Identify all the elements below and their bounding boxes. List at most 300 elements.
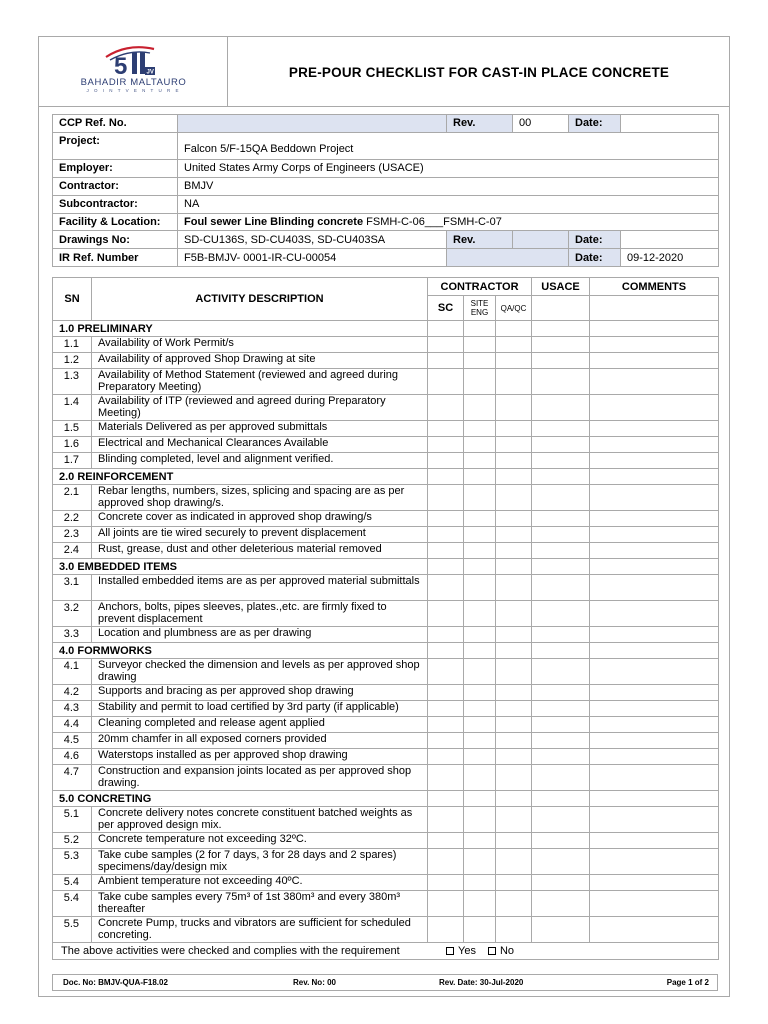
comments-cell[interactable]	[590, 469, 719, 485]
contractor-field[interactable]: BMJV	[178, 177, 719, 195]
comments-cell[interactable]	[590, 791, 719, 807]
usace-check-cell[interactable]	[532, 807, 590, 833]
checklist-item-row	[53, 849, 719, 875]
sc-check-cell[interactable]	[428, 421, 464, 437]
sc-check-cell[interactable]	[428, 485, 464, 511]
activity-description: Take cube samples (2 for 7 days, 3 for 28 days and 2 spares) specimens/day/design mix	[92, 849, 428, 875]
usace-check-cell[interactable]	[532, 765, 590, 791]
revision-number: Rev. No: 00	[293, 978, 336, 987]
sc-check-cell[interactable]	[428, 437, 464, 453]
employer-label: Employer:	[53, 159, 178, 177]
item-number: 4.1	[53, 659, 92, 685]
qaqc-check-cell[interactable]	[496, 575, 532, 601]
qaqc-check-cell[interactable]	[496, 437, 532, 453]
qaqc-check-cell[interactable]	[496, 849, 532, 875]
checklist-item-row	[53, 749, 719, 765]
site-eng-check-cell[interactable]	[464, 369, 496, 395]
ccp-ref-field[interactable]	[178, 115, 447, 133]
doc-number: Doc. No: BMJV-QUA-F18.02	[63, 978, 168, 987]
date-label: Date:	[569, 115, 621, 133]
comments-check-cell[interactable]	[590, 421, 719, 437]
site-eng-check-cell[interactable]	[464, 875, 496, 891]
comments-check-cell[interactable]	[590, 437, 719, 453]
activity-description: Blinding completed, level and alignment verified.	[92, 453, 428, 469]
comments-check-cell[interactable]	[590, 453, 719, 469]
ccp-ref-label: CCP Ref. No.	[53, 115, 178, 133]
drawings-rev-label: Rev.	[447, 231, 513, 249]
section-title: 1.0 PRELIMINARY	[53, 321, 428, 337]
checklist-item-row	[53, 917, 719, 943]
section-row	[53, 469, 719, 485]
site-eng-check-cell[interactable]	[464, 749, 496, 765]
site-eng-check-cell[interactable]	[464, 527, 496, 543]
comments-check-cell[interactable]	[590, 337, 719, 353]
site-eng-check-cell[interactable]	[464, 765, 496, 791]
usace-check-cell[interactable]	[532, 685, 590, 701]
usace-check-cell[interactable]	[532, 749, 590, 765]
site-eng-check-cell[interactable]	[464, 917, 496, 943]
checklist-item-row	[53, 369, 719, 395]
comments-check-cell[interactable]	[590, 685, 719, 701]
sc-check-cell[interactable]	[428, 849, 464, 875]
activity-description: Stability and permit to load certified by 3rd party (if applicable)	[92, 701, 428, 717]
checklist-body	[53, 278, 719, 960]
activity-description: Location and plumbness are as per drawing	[92, 627, 428, 643]
item-number: 1.5	[53, 421, 92, 437]
activity-description: All joints are tie wired securely to prevent displacement	[92, 527, 428, 543]
qaqc-check-cell[interactable]	[496, 891, 532, 917]
checklist-item-row	[53, 353, 719, 369]
sc-check-cell[interactable]	[428, 891, 464, 917]
activity-description: Concrete Pump, trucks and vibrators are sufficient for scheduled concreting.	[92, 917, 428, 943]
site-eng-check-cell[interactable]	[464, 337, 496, 353]
activity-description: Anchors, bolts, pipes sleeves, plates.,etc. are firmly fixed to prevent displacement	[92, 601, 428, 627]
comments-check-cell[interactable]	[590, 575, 719, 601]
site-eng-check-cell[interactable]	[464, 395, 496, 421]
site-eng-check-cell[interactable]	[464, 733, 496, 749]
qaqc-header: QA/QC	[496, 296, 532, 321]
checklist-item-row	[53, 701, 719, 717]
sc-cell	[428, 469, 464, 485]
qaqc-check-cell[interactable]	[496, 421, 532, 437]
sc-check-cell[interactable]	[428, 717, 464, 733]
facility-label: Facility & Location:	[53, 213, 178, 231]
sc-check-cell[interactable]	[428, 527, 464, 543]
subcontractor-field[interactable]: NA	[178, 195, 719, 213]
rev-field[interactable]: 00	[513, 115, 569, 133]
comments-cell[interactable]	[590, 321, 719, 337]
checklist-item-row	[53, 543, 719, 559]
checklist-item-row	[53, 875, 719, 891]
employer-field[interactable]: United States Army Corps of Engineers (USACE)	[178, 159, 719, 177]
usace-check-cell[interactable]	[532, 485, 590, 511]
usace-cell	[532, 469, 590, 485]
activity-description: Materials Delivered as per approved submittals	[92, 421, 428, 437]
usace-check-cell[interactable]	[532, 511, 590, 527]
ir-ref-field[interactable]: F5B-BMJV- 0001-IR-CU-00054	[178, 249, 447, 267]
qaqc-check-cell[interactable]	[496, 543, 532, 559]
svg-text:JV: JV	[146, 69, 154, 76]
sc-check-cell[interactable]	[428, 453, 464, 469]
qaqc-check-cell[interactable]	[496, 717, 532, 733]
comments-check-cell[interactable]	[590, 601, 719, 627]
checklist-item-row	[53, 453, 719, 469]
activity-description: Construction and expansion joints located as per approved shop drawing.	[92, 765, 428, 791]
activity-description: Ambient temperature not exceeding 40ºC.	[92, 875, 428, 891]
activity-description: Availability of Method Statement (reviewed and agreed during Preparatory Meeting)	[92, 369, 428, 395]
page-number: Page 1 of 2	[666, 978, 709, 987]
usace-cell	[532, 791, 590, 807]
activity-description: Installed embedded items are as per approved material submittals	[92, 575, 428, 601]
usace-cell	[532, 559, 590, 575]
item-number: 2.4	[53, 543, 92, 559]
comments-check-cell[interactable]	[590, 917, 719, 943]
company-name: BAHADIR MALTAURO	[80, 77, 187, 88]
comments-check-cell[interactable]	[590, 369, 719, 395]
checklist-item-row	[53, 891, 719, 917]
project-info-table	[52, 114, 719, 267]
qaqc-check-cell[interactable]	[496, 749, 532, 765]
activity-description: Electrical and Mechanical Clearances Available	[92, 437, 428, 453]
sc-cell	[428, 643, 464, 659]
item-number: 4.5	[53, 733, 92, 749]
site-eng-check-cell[interactable]	[464, 575, 496, 601]
usace-check-cell[interactable]	[532, 395, 590, 421]
checklist-item-row	[53, 395, 719, 421]
item-number: 2.1	[53, 485, 92, 511]
sc-check-cell[interactable]	[428, 917, 464, 943]
item-number: 4.7	[53, 765, 92, 791]
site-eng-check-cell[interactable]	[464, 511, 496, 527]
comments-check-cell[interactable]	[590, 395, 719, 421]
sc-check-cell[interactable]	[428, 395, 464, 421]
sc-check-cell[interactable]	[428, 733, 464, 749]
item-number: 4.4	[53, 717, 92, 733]
site-eng-check-cell[interactable]	[464, 717, 496, 733]
comments-check-cell[interactable]	[590, 659, 719, 685]
comments-check-cell[interactable]	[590, 717, 719, 733]
qaqc-check-cell[interactable]	[496, 485, 532, 511]
facility-value-rest: FSMH-C-06___FSMH-C-07	[366, 216, 502, 228]
site-eng-cell	[464, 791, 496, 807]
comments-cell[interactable]	[590, 643, 719, 659]
qaqc-check-cell[interactable]	[496, 807, 532, 833]
comments-check-cell[interactable]	[590, 749, 719, 765]
checklist-item-row	[53, 717, 719, 733]
usace-check-cell[interactable]	[532, 353, 590, 369]
activity-description: Availability of ITP (reviewed and agreed during Preparatory Meeting)	[92, 395, 428, 421]
usace-check-cell[interactable]	[532, 891, 590, 917]
qaqc-check-cell[interactable]	[496, 337, 532, 353]
comments-check-cell[interactable]	[590, 733, 719, 749]
usace-check-cell[interactable]	[532, 659, 590, 685]
drawings-rev-field[interactable]	[513, 231, 569, 249]
qaqc-check-cell[interactable]	[496, 395, 532, 421]
comments-check-cell[interactable]	[590, 543, 719, 559]
sc-check-cell[interactable]	[428, 807, 464, 833]
activity-description: Concrete cover as indicated in approved shop drawing/s	[92, 511, 428, 527]
drawings-date-field[interactable]	[621, 231, 719, 249]
activity-description: 20mm chamfer in all exposed corners provided	[92, 733, 428, 749]
qaqc-check-cell[interactable]	[496, 527, 532, 543]
usace-check-cell[interactable]	[532, 543, 590, 559]
usace-check-cell[interactable]	[532, 627, 590, 643]
drawings-label: Drawings No:	[53, 231, 178, 249]
site-eng-check-cell[interactable]	[464, 353, 496, 369]
usace-check-cell[interactable]	[532, 917, 590, 943]
comments-check-cell[interactable]	[590, 511, 719, 527]
item-number: 4.2	[53, 685, 92, 701]
usace-check-cell[interactable]	[532, 733, 590, 749]
usace-check-cell[interactable]	[532, 833, 590, 849]
drawings-date-label: Date:	[569, 231, 621, 249]
site-eng-check-cell[interactable]	[464, 437, 496, 453]
comments-check-cell[interactable]	[590, 807, 719, 833]
section-title: 2.0 REINFORCEMENT	[53, 469, 428, 485]
sc-check-cell[interactable]	[428, 701, 464, 717]
comments-check-cell[interactable]	[590, 485, 719, 511]
qaqc-check-cell[interactable]	[496, 511, 532, 527]
sc-check-cell[interactable]	[428, 511, 464, 527]
item-number: 3.2	[53, 601, 92, 627]
activity-description: Supports and bracing as per approved shop drawing	[92, 685, 428, 701]
item-number: 3.3	[53, 627, 92, 643]
site-eng-check-cell[interactable]	[464, 627, 496, 643]
yes-label: Yes	[458, 945, 476, 957]
qaqc-check-cell[interactable]	[496, 627, 532, 643]
item-number: 4.6	[53, 749, 92, 765]
sc-check-cell[interactable]	[428, 833, 464, 849]
checklist-table	[52, 277, 719, 960]
item-number: 5.1	[53, 807, 92, 833]
document-header	[39, 37, 729, 107]
date-field[interactable]	[621, 115, 719, 133]
comments-check-cell[interactable]	[590, 527, 719, 543]
checklist-item-row	[53, 485, 719, 511]
sc-check-cell[interactable]	[428, 749, 464, 765]
final-statement-text: The above activities were checked and complies with the requirement	[61, 945, 400, 957]
activity-description: Availability of approved Shop Drawing at site	[92, 353, 428, 369]
comments-cell[interactable]	[590, 559, 719, 575]
sc-check-cell[interactable]	[428, 353, 464, 369]
site-eng-check-cell[interactable]	[464, 659, 496, 685]
sc-check-cell[interactable]	[428, 685, 464, 701]
checklist-item-row	[53, 627, 719, 643]
checklist-item-row	[53, 527, 719, 543]
comments-check-cell[interactable]	[590, 701, 719, 717]
activity-description: Concrete delivery notes concrete constituent batched weights as per approved design mix.	[92, 807, 428, 833]
comments-check-cell[interactable]	[590, 875, 719, 891]
bmjv-logo-icon	[100, 43, 164, 77]
site-eng-cell	[464, 643, 496, 659]
comments-check-cell[interactable]	[590, 765, 719, 791]
item-number: 2.2	[53, 511, 92, 527]
checklist-item-row	[53, 511, 719, 527]
item-number: 5.5	[53, 917, 92, 943]
comments-check-cell[interactable]	[590, 833, 719, 849]
contractor-label: Contractor:	[53, 177, 178, 195]
qaqc-check-cell[interactable]	[496, 701, 532, 717]
document-footer	[52, 974, 718, 991]
revision-date: Rev. Date: 30-Jul-2020	[439, 978, 524, 987]
site-eng-cell	[464, 469, 496, 485]
comments-check-cell[interactable]	[590, 891, 719, 917]
site-eng-check-cell[interactable]	[464, 453, 496, 469]
usace-check-cell[interactable]	[532, 437, 590, 453]
drawings-field[interactable]: SD-CU136S, SD-CU403S, SD-CU403SA	[178, 231, 447, 249]
checklist-item-row	[53, 733, 719, 749]
sc-check-cell[interactable]	[428, 575, 464, 601]
subcontractor-label: Subcontractor:	[53, 195, 178, 213]
section-title: 5.0 CONCRETING	[53, 791, 428, 807]
usace-cell	[532, 321, 590, 337]
activity-header: ACTIVITY DESCRIPTION	[92, 278, 428, 321]
section-row	[53, 643, 719, 659]
rev-label: Rev.	[447, 115, 513, 133]
site-eng-check-cell[interactable]	[464, 701, 496, 717]
final-statement-row	[53, 943, 719, 960]
activity-description: Concrete temperature not exceeding 32ºC.	[92, 833, 428, 849]
site-eng-check-cell[interactable]	[464, 891, 496, 917]
section-title: 3.0 EMBEDDED ITEMS	[53, 559, 428, 575]
qaqc-check-cell[interactable]	[496, 833, 532, 849]
site-eng-check-cell[interactable]	[464, 849, 496, 875]
checklist-item-row	[53, 421, 719, 437]
item-number: 5.3	[53, 849, 92, 875]
project-field[interactable]: Falcon 5/F-15QA Beddown Project	[178, 132, 719, 159]
checklist-item-row	[53, 765, 719, 791]
contractor-header: CONTRACTOR	[428, 278, 532, 296]
sc-check-cell[interactable]	[428, 369, 464, 395]
site-eng-header: SITE ENG	[464, 296, 496, 321]
activity-description: Cleaning completed and release agent applied	[92, 717, 428, 733]
usace-check-cell[interactable]	[532, 421, 590, 437]
sc-cell	[428, 791, 464, 807]
svg-text:5: 5	[114, 53, 128, 77]
section-title: 4.0 FORMWORKS	[53, 643, 428, 659]
usace-check-cell[interactable]	[532, 527, 590, 543]
section-row	[53, 559, 719, 575]
usace-check-cell[interactable]	[532, 369, 590, 395]
sc-check-cell[interactable]	[428, 659, 464, 685]
comments-header: COMMENTS	[590, 278, 719, 296]
ir-shaded-blank	[447, 249, 569, 267]
sc-cell	[428, 321, 464, 337]
sc-check-cell[interactable]	[428, 601, 464, 627]
qaqc-cell	[496, 321, 532, 337]
qaqc-check-cell[interactable]	[496, 601, 532, 627]
activity-description: Rebar lengths, numbers, sizes, splicing and spacing are as per approved shop drawing/s.	[92, 485, 428, 511]
company-logo	[39, 37, 228, 107]
site-eng-check-cell[interactable]	[464, 601, 496, 627]
usace-check-cell[interactable]	[532, 575, 590, 601]
checklist-item-row	[53, 337, 719, 353]
item-number: 1.7	[53, 453, 92, 469]
qaqc-check-cell[interactable]	[496, 875, 532, 891]
qaqc-check-cell[interactable]	[496, 353, 532, 369]
no-checkbox-icon[interactable]	[488, 947, 496, 955]
item-number: 3.1	[53, 575, 92, 601]
qaqc-cell	[496, 559, 532, 575]
qaqc-check-cell[interactable]	[496, 659, 532, 685]
facility-field[interactable]	[178, 213, 719, 231]
checklist-item-row	[53, 601, 719, 627]
ir-ref-label: IR Ref. Number	[53, 249, 178, 267]
site-eng-check-cell[interactable]	[464, 421, 496, 437]
qaqc-check-cell[interactable]	[496, 685, 532, 701]
site-eng-check-cell[interactable]	[464, 833, 496, 849]
site-eng-check-cell[interactable]	[464, 543, 496, 559]
activity-description: Availability of Work Permit/s	[92, 337, 428, 353]
document-title: PRE-POUR CHECKLIST FOR CAST-IN PLACE CONCRETE	[288, 65, 670, 80]
qaqc-check-cell[interactable]	[496, 453, 532, 469]
company-subtitle: J O I N T V E N T U R E	[86, 88, 181, 93]
qaqc-cell	[496, 643, 532, 659]
checklist-item-row	[53, 437, 719, 453]
final-statement	[53, 943, 719, 960]
usace-check-cell[interactable]	[532, 701, 590, 717]
comments-check-cell[interactable]	[590, 353, 719, 369]
facility-value-bold: Foul sewer Line Blinding concrete	[184, 216, 367, 228]
usace-check-cell[interactable]	[532, 453, 590, 469]
usace-check-cell[interactable]	[532, 601, 590, 627]
usace-check-cell[interactable]	[532, 337, 590, 353]
qaqc-check-cell[interactable]	[496, 369, 532, 395]
activity-description: Rust, grease, dust and other deleterious material removed	[92, 543, 428, 559]
usace-check-cell[interactable]	[532, 849, 590, 875]
site-eng-check-cell[interactable]	[464, 485, 496, 511]
item-number: 1.4	[53, 395, 92, 421]
item-number: 5.4	[53, 875, 92, 891]
item-number: 2.3	[53, 527, 92, 543]
site-eng-check-cell[interactable]	[464, 685, 496, 701]
no-option[interactable]	[488, 945, 514, 957]
activity-description: Take cube samples every 75m³ of 1st 380m³ and every 380m³ thereafter	[92, 891, 428, 917]
sc-check-cell[interactable]	[428, 627, 464, 643]
comments-check-cell[interactable]	[590, 627, 719, 643]
sc-cell	[428, 559, 464, 575]
ir-date-field[interactable]: 09-12-2020	[621, 249, 719, 267]
checklist-item-row	[53, 575, 719, 601]
qaqc-check-cell[interactable]	[496, 917, 532, 943]
sc-check-cell[interactable]	[428, 875, 464, 891]
item-number: 1.3	[53, 369, 92, 395]
sc-check-cell[interactable]	[428, 765, 464, 791]
item-number: 1.1	[53, 337, 92, 353]
checklist-item-row	[53, 833, 719, 849]
site-eng-check-cell[interactable]	[464, 807, 496, 833]
usace-sub-blank	[532, 296, 590, 321]
yes-checkbox-icon[interactable]	[446, 947, 454, 955]
checklist-item-row	[53, 685, 719, 701]
project-label: Project:	[53, 132, 178, 159]
yes-option[interactable]	[446, 945, 476, 957]
qaqc-check-cell[interactable]	[496, 765, 532, 791]
usace-check-cell[interactable]	[532, 717, 590, 733]
item-number: 1.2	[53, 353, 92, 369]
usace-cell	[532, 643, 590, 659]
sc-check-cell[interactable]	[428, 543, 464, 559]
comments-check-cell[interactable]	[590, 849, 719, 875]
usace-check-cell[interactable]	[532, 875, 590, 891]
comments-sub-blank	[590, 296, 719, 321]
no-label: No	[499, 945, 515, 957]
item-number: 1.6	[53, 437, 92, 453]
sc-check-cell[interactable]	[428, 337, 464, 353]
qaqc-cell	[496, 469, 532, 485]
qaqc-check-cell[interactable]	[496, 733, 532, 749]
ir-date-label: Date:	[569, 249, 621, 267]
